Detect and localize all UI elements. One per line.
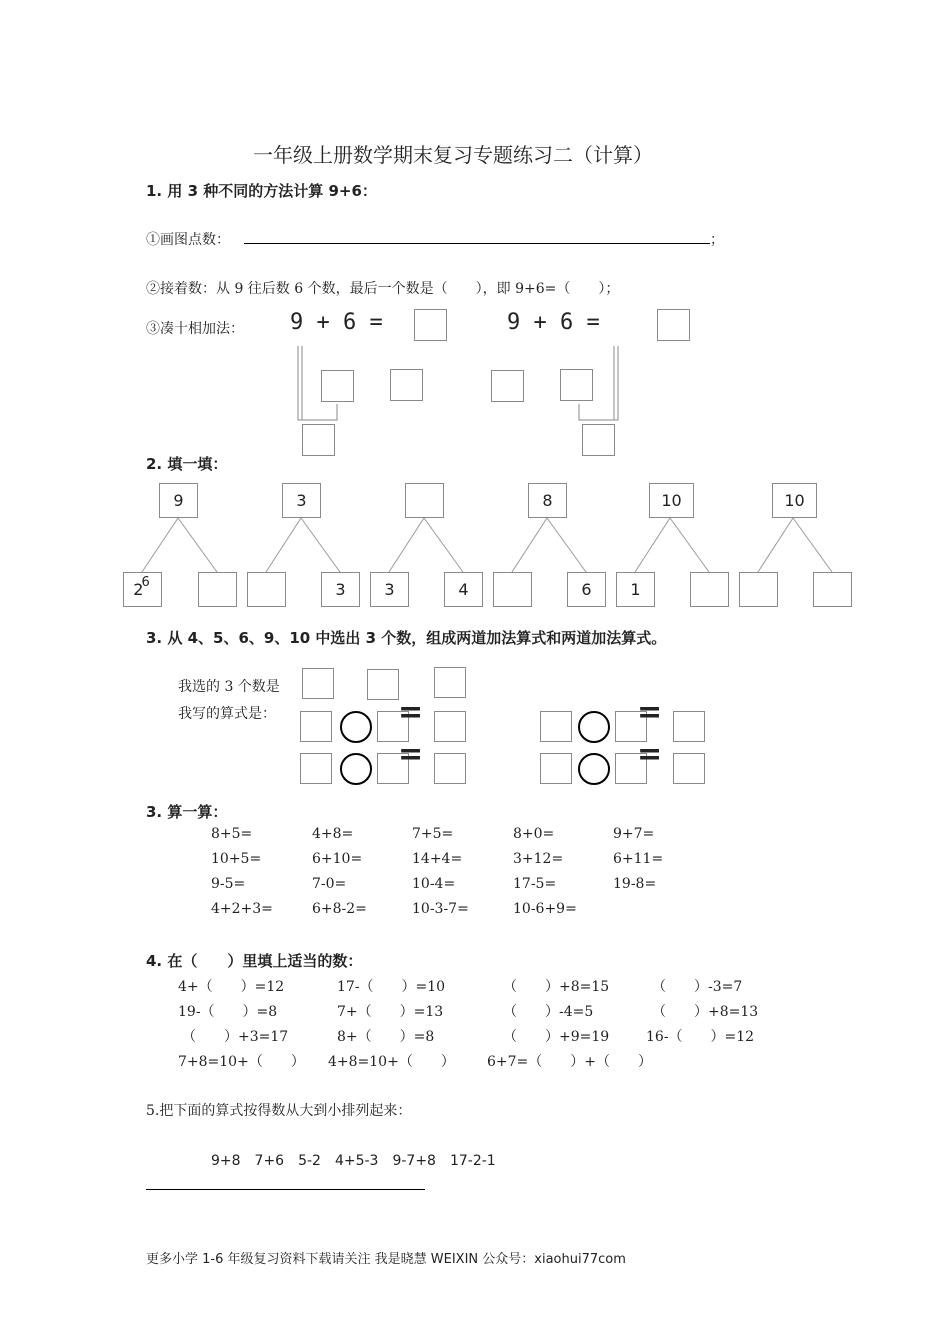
fill-item[interactable]: （ ）-3=7 — [652, 979, 743, 995]
calc-item[interactable]: 9+7= — [613, 826, 655, 842]
q3-eq1-box-a[interactable] — [300, 711, 332, 742]
calc-item[interactable]: 8+0= — [513, 826, 555, 842]
tree-3-right[interactable] — [444, 572, 483, 607]
fill-item[interactable]: 17-（ ）=10 — [337, 979, 446, 995]
q1-heading: 1. 用 3 种不同的方法计算 9+6： — [146, 182, 377, 200]
tree-1-left[interactable] — [123, 572, 162, 607]
calc-item[interactable]: 14+4= — [412, 851, 463, 867]
q3-eq1-operator-circle[interactable] — [340, 711, 372, 743]
q6-heading: 5.把下面的算式按得数从大到小排列起来： — [146, 1103, 412, 1119]
q3-eq4-equals: = — [637, 737, 663, 772]
calc-item[interactable]: 6+11= — [613, 851, 664, 867]
q3-eq2-equals: = — [398, 737, 424, 772]
q3-eq3-operator-circle[interactable] — [578, 711, 610, 743]
q1-method1-label: ①画图点数： — [146, 232, 230, 248]
tree-3-left[interactable] — [370, 572, 409, 607]
q1-expression-left: 9 + 6 = — [290, 310, 383, 335]
tree-4-right-value: 6 — [581, 580, 592, 599]
tree-5-top-value: 10 — [661, 491, 682, 510]
calc-item[interactable]: 10+5= — [211, 851, 262, 867]
tree-4-left[interactable] — [493, 572, 532, 607]
tree-4-right[interactable] — [567, 572, 606, 607]
q3-eq4-box-a[interactable] — [540, 753, 572, 784]
calc-item[interactable]: 7+5= — [412, 826, 454, 842]
tree-5-top[interactable] — [649, 483, 694, 518]
tree-2-left[interactable] — [247, 572, 286, 607]
tree-3-left-value: 3 — [384, 580, 395, 599]
q1-method3-label: ③凑十相加法： — [146, 321, 244, 337]
calc-item[interactable]: 10-4= — [412, 876, 456, 892]
fill-item[interactable]: 4+（ ）=12 — [178, 979, 285, 995]
fill-item[interactable]: 7+8=10+（ ） — [178, 1054, 305, 1070]
q3-chosen-box-3[interactable] — [434, 667, 466, 698]
tree-1-left-overwrite: 6 — [141, 575, 150, 590]
footer-note: 更多小学 1-6 年级复习资料下载请关注 我是晓慧 WEIXIN 公众号：xiaohui77com — [146, 1252, 626, 1267]
q6-answer-line[interactable] — [146, 1189, 425, 1190]
tree-1-left-value: 2 — [133, 580, 144, 599]
calc-item[interactable]: 6+10= — [312, 851, 363, 867]
q3-eq3-box-a[interactable] — [540, 711, 572, 742]
q1-method2-text: ②接着数：从 9 往后数 6 个数，最后一个数是（ ），即 9+6=（ ）； — [146, 281, 620, 297]
calc-item[interactable]: 10-3-7= — [412, 901, 469, 917]
calc-item[interactable]: 4+8= — [312, 826, 354, 842]
q3-eq4-box-c[interactable] — [673, 753, 705, 784]
calc-item[interactable]: 3+12= — [513, 851, 564, 867]
fill-item[interactable]: （ ）+3=17 — [182, 1029, 289, 1045]
q3-eq3-equals: = — [637, 695, 663, 730]
fill-item[interactable]: 19-（ ）=8 — [178, 1004, 278, 1020]
fill-item[interactable]: （ ）-4=5 — [503, 1004, 594, 1020]
q3-chosen-box-2[interactable] — [367, 669, 399, 700]
q3-eq2-box-c[interactable] — [434, 753, 466, 784]
tree-4-top-value: 8 — [542, 491, 553, 510]
calc-item[interactable]: 9-5= — [211, 876, 246, 892]
tree-2-right-value: 3 — [335, 580, 346, 599]
q3-eq1-box-c[interactable] — [434, 711, 466, 742]
q3-eq1-equals: = — [398, 695, 424, 730]
tree-1-right[interactable] — [198, 572, 237, 607]
q3-heading: 3. 从 4、5、6、9、10 中选出 3 个数，组成两道加法算式和两道加法算式。 — [146, 629, 667, 647]
calc-item[interactable]: 7-0= — [312, 876, 347, 892]
q3-chosen-label: 我选的 3 个数是 — [178, 679, 280, 695]
calc-item[interactable]: 19-8= — [613, 876, 657, 892]
calc-item[interactable]: 10-6+9= — [513, 901, 577, 917]
q3-eq3-box-c[interactable] — [673, 711, 705, 742]
q1-method1-end: ； — [710, 232, 724, 248]
q3-eq2-operator-circle[interactable] — [340, 753, 372, 785]
tree-2-top-value: 3 — [296, 491, 307, 510]
fill-item[interactable]: 16-（ ）=12 — [646, 1029, 755, 1045]
tree-2-right[interactable] — [321, 572, 360, 607]
calc-item[interactable]: 6+8-2= — [312, 901, 367, 917]
fill-item[interactable]: （ ）+8=13 — [652, 1004, 759, 1020]
q2-heading: 2. 填一填： — [146, 455, 228, 473]
tree-6-right[interactable] — [813, 572, 852, 607]
page-title: 一年级上册数学期末复习专题练习二（计算） — [253, 143, 653, 167]
calc-item[interactable]: 8+5= — [211, 826, 253, 842]
fill-item[interactable]: （ ）+8=15 — [503, 979, 610, 995]
fill-item[interactable]: 4+8=10+（ ） — [328, 1054, 455, 1070]
q3-written-label: 我写的算式是： — [178, 706, 276, 722]
tree-5-left[interactable] — [616, 572, 655, 607]
tree-6-left[interactable] — [739, 572, 778, 607]
calc-item[interactable]: 4+2+3= — [211, 901, 273, 917]
q3-chosen-box-1[interactable] — [302, 668, 334, 699]
tree-6-top-value: 10 — [784, 491, 805, 510]
fill-item[interactable]: 7+（ ）=13 — [337, 1004, 444, 1020]
q3-eq4-operator-circle[interactable] — [578, 753, 610, 785]
q3-eq2-box-a[interactable] — [300, 753, 332, 784]
tree-3-top[interactable] — [405, 483, 444, 518]
q5-heading: 4. 在（ ）里填上适当的数： — [146, 952, 363, 970]
fill-item[interactable]: （ ）+9=19 — [503, 1029, 610, 1045]
tree-6-top[interactable] — [772, 483, 817, 518]
tree-4-top[interactable] — [528, 483, 567, 518]
calc-item[interactable]: 17-5= — [513, 876, 557, 892]
q4-heading: 3. 算一算： — [146, 803, 228, 821]
tree-1-top[interactable] — [159, 483, 198, 518]
tree-5-left-value: 1 — [630, 580, 641, 599]
tree-3-right-value: 4 — [458, 580, 469, 599]
fill-item[interactable]: 8+（ ）=8 — [337, 1029, 435, 1045]
q1-expression-right: 9 + 6 = — [507, 310, 600, 335]
tree-2-top[interactable] — [282, 483, 321, 518]
q6-expressions: 9+8 7+6 5-2 4+5-3 9-7+8 17-2-1 — [211, 1153, 496, 1169]
fill-item[interactable]: 6+7=（ ）+（ ） — [487, 1054, 653, 1070]
tree-5-right[interactable] — [690, 572, 729, 607]
tree-1-top-value: 9 — [173, 491, 184, 510]
